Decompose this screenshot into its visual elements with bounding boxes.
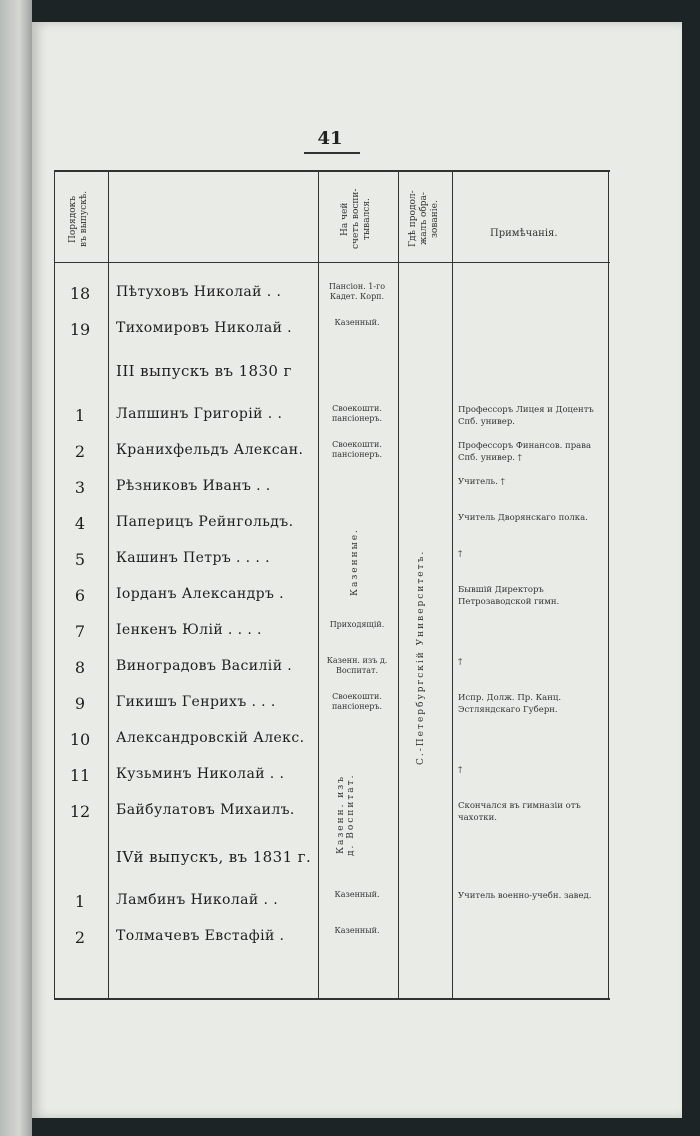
table-row (54, 278, 610, 314)
account-cell: Своекошти. пансіонеръ. (331, 440, 383, 459)
page-number: 41 (317, 128, 343, 149)
student-name: Александровскій Алекс. (116, 730, 305, 746)
table-row (54, 616, 610, 652)
note-cell: Скончался въ гимназіи отъ чахотки. (458, 801, 581, 823)
row-number: 11 (69, 766, 91, 785)
row-number: 12 (69, 802, 91, 821)
student-name: Толмачевъ Евстафій . (116, 928, 285, 944)
table-row (54, 508, 610, 544)
note-cell: Учитель. † (458, 477, 505, 487)
row-number: 9 (74, 694, 86, 713)
header-rule (54, 262, 610, 263)
register-table (54, 170, 610, 1000)
header-notes: Примѣчанія. (490, 228, 558, 239)
row-number: 1 (74, 406, 86, 425)
table-row (54, 400, 610, 436)
row-number: 2 (74, 928, 86, 947)
table-row (54, 922, 610, 958)
section-heading: III выпускъ въ 1830 г (116, 362, 292, 380)
student-name: Тихомировъ Николай . (116, 320, 293, 336)
table-row (54, 796, 610, 832)
account-cell: Приходящій. (329, 620, 385, 629)
book-page (32, 22, 682, 1118)
table-row (54, 544, 610, 580)
table-row (54, 652, 610, 688)
row-number: 18 (69, 284, 91, 303)
row-number: 7 (74, 622, 86, 641)
note-cell: Профессоръ Финансов. права Спб. универ. † (458, 441, 592, 463)
table-row (54, 886, 610, 922)
note-cell: † (458, 549, 463, 559)
account-cell: Своекошти. пансіонеръ. (331, 692, 383, 711)
note-cell: Профессоръ Лицея и Доцентъ Спб. универ. (458, 405, 594, 427)
table-row (54, 688, 610, 724)
student-name: Кранихфельдъ Алексан. (116, 442, 304, 458)
merged-kazennye: Казенные. (350, 528, 360, 596)
row-number: 1 (74, 892, 86, 911)
student-name: Паперицъ Рейнгольдъ. (116, 514, 294, 530)
account-cell: Пансіон. 1-го Кадет. Корп. (328, 282, 386, 301)
table-row (54, 760, 610, 796)
row-number: 2 (74, 442, 86, 461)
student-name: Рѣзниковъ Иванъ . . (116, 478, 271, 494)
table-row (54, 436, 610, 472)
account-cell: Казенный. (334, 890, 380, 899)
student-name: Гикишъ Генрихъ . . . (116, 694, 276, 710)
header-education: Гдѣ продол- жалъ обра- зованіе. (408, 190, 440, 248)
header-account: На чей счетъ воспи- тывался. (340, 188, 372, 250)
page-number-rule (304, 152, 360, 154)
student-name: Кузьминъ Николай . . (116, 766, 285, 782)
student-name: Іорданъ Александръ . (116, 586, 285, 602)
student-name: Байбулатовъ Михаилъ. (116, 802, 295, 818)
row-number: 5 (74, 550, 86, 569)
merged-kazen-vospit: Казенн. изъ д. Воспитат. (336, 773, 356, 857)
student-name: Пѣтуховъ Николай . . (116, 284, 282, 300)
student-name: Виноградовъ Василій . (116, 658, 293, 674)
table-row (54, 724, 610, 760)
account-cell: Казенн. изъ д. Воспитат. (326, 656, 388, 675)
row-number: 10 (69, 730, 91, 749)
student-name: Ламбинъ Николай . . (116, 892, 279, 908)
note-cell: Бывшій Директоръ Петрозаводской гимн. (458, 585, 560, 607)
account-cell: Казенный. (334, 318, 380, 327)
facing-page-edge (0, 0, 32, 1136)
account-cell: Казенный. (334, 926, 380, 935)
student-name: Кашинъ Петръ . . . . (116, 550, 270, 566)
row-number: 4 (74, 514, 86, 533)
header-order: Порядокъ въ выпускѣ. (68, 190, 89, 248)
note-cell: † (458, 657, 463, 667)
table-row (54, 580, 610, 616)
note-cell: † (458, 765, 463, 775)
account-cell: Своекошти. пансіонеръ. (331, 404, 383, 423)
row-number: 6 (74, 586, 86, 605)
note-cell: Учитель военно-учебн. завед. (458, 891, 592, 901)
student-name: Іенкенъ Юлій . . . . (116, 622, 262, 638)
row-number: 8 (74, 658, 86, 677)
note-cell: Испр. Долж. Пр. Канц. Эстляндскаго Губерн. (458, 693, 562, 715)
note-cell: Учитель Дворянскаго полка. (458, 513, 588, 523)
section-heading: IVй выпускъ, въ 1831 г. (116, 848, 312, 866)
student-name: Лапшинъ Григорій . . (116, 406, 283, 422)
row-number: 3 (74, 478, 86, 497)
table-row (54, 314, 610, 350)
table-row (54, 472, 610, 508)
merged-university: С.-Петербургскій Университетъ. (416, 549, 426, 765)
row-number: 19 (69, 320, 91, 339)
